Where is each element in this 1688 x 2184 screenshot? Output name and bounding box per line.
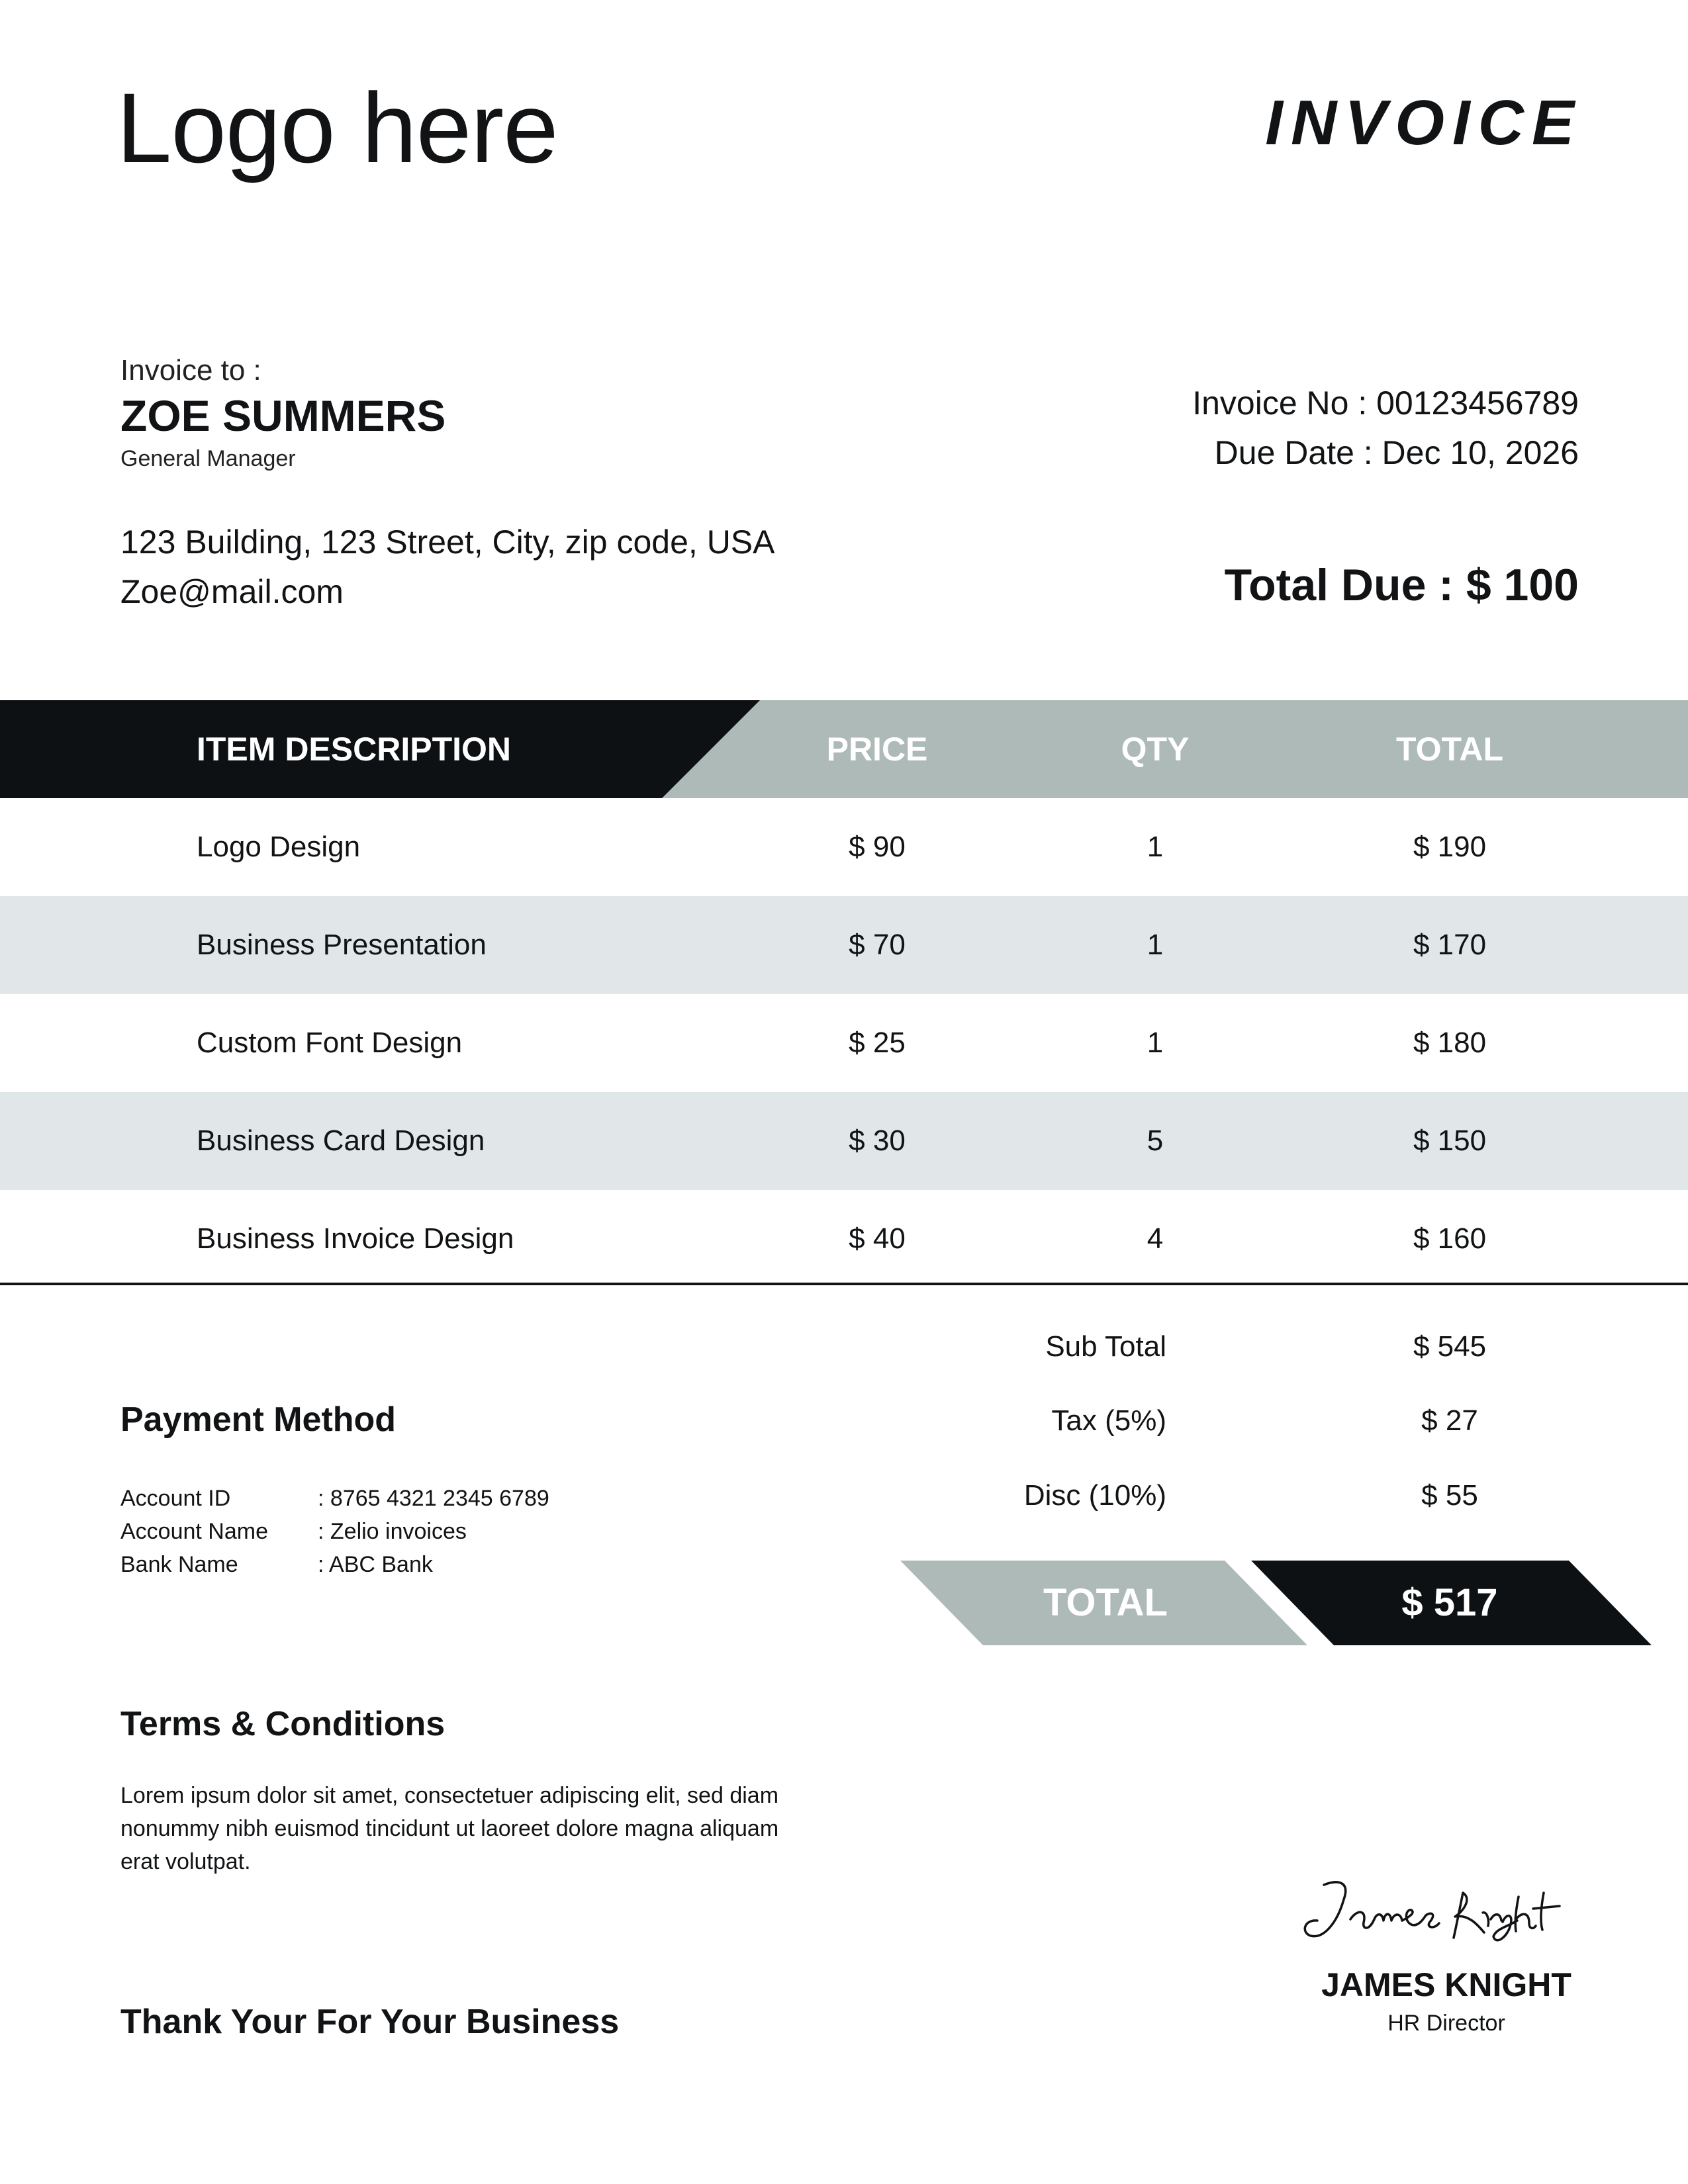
row-total: $ 150 — [1413, 1124, 1487, 1157]
tax-value: $ 27 — [1421, 1404, 1478, 1437]
invoice-number: Invoice No : 00123456789 — [1192, 385, 1579, 422]
client-role: General Manager — [120, 446, 296, 471]
signature-image — [1297, 1873, 1595, 1959]
total-due: Total Due : $ 100 — [1224, 560, 1579, 610]
table-row — [0, 896, 1688, 994]
logo-placeholder: Logo here — [117, 72, 558, 183]
row-qty: 4 — [1147, 1222, 1164, 1255]
due-date: Due Date : Dec 10, 2026 — [1214, 434, 1579, 471]
bank-name-value: : ABC Bank — [318, 1552, 433, 1577]
account-id-value: : 8765 4321 2345 6789 — [318, 1486, 549, 1511]
total-value: $ 517 — [1401, 1581, 1498, 1624]
table-row — [0, 798, 1688, 896]
terms-title: Terms & Conditions — [120, 1705, 445, 1743]
client-address: 123 Building, 123 Street, City, zip code, USA — [120, 523, 775, 561]
account-id-label: Account ID — [120, 1486, 231, 1511]
row-qty: 5 — [1147, 1124, 1164, 1157]
table-header — [0, 700, 1688, 798]
row-price: $ 40 — [849, 1222, 906, 1255]
row-description: Custom Font Design — [197, 1026, 463, 1059]
subtotal-label: Sub Total — [1045, 1330, 1166, 1363]
account-name-label: Account Name — [120, 1519, 268, 1544]
terms-text: Lorem ipsum dolor sit amet, consectetuer adipiscing elit, sed diam nonummy nibh euismod tincidunt ut laoreet dolore magna aliquam erat volutpat. — [120, 1783, 779, 1874]
account-name-value: : Zelio invoices — [318, 1519, 467, 1544]
tax-label: Tax (5%) — [1051, 1404, 1166, 1437]
header-qty: QTY — [1121, 731, 1190, 768]
row-total: $ 180 — [1413, 1026, 1487, 1059]
thank-you-note: Thank Your For Your Business — [120, 2003, 620, 2041]
row-total: $ 160 — [1413, 1222, 1487, 1255]
table-row — [0, 1190, 1688, 1288]
header-total: TOTAL — [1395, 731, 1503, 768]
row-qty: 1 — [1147, 929, 1164, 961]
row-description: Logo Design — [197, 831, 361, 863]
header-price: PRICE — [826, 731, 928, 768]
row-total: $ 170 — [1413, 929, 1487, 961]
header-item-description: ITEM DESCRIPTION — [197, 731, 512, 768]
row-total: $ 190 — [1413, 831, 1487, 863]
row-price: $ 30 — [849, 1124, 906, 1157]
table-row — [0, 994, 1688, 1092]
discount-label: Disc (10%) — [1023, 1479, 1166, 1512]
discount-value: $ 55 — [1421, 1479, 1478, 1512]
subtotal-value: $ 545 — [1413, 1330, 1487, 1363]
row-description: Business Presentation — [197, 929, 487, 961]
row-description: Business Invoice Design — [197, 1222, 514, 1255]
document-title: INVOICE — [1265, 87, 1582, 158]
row-qty: 1 — [1147, 831, 1164, 863]
row-price: $ 70 — [849, 929, 906, 961]
invoice-to-label: Invoice to : — [120, 354, 261, 387]
signatory-role: HR Director — [1387, 2011, 1505, 2036]
bank-name-label: Bank Name — [120, 1552, 238, 1577]
row-price: $ 90 — [849, 831, 906, 863]
row-qty: 1 — [1147, 1026, 1164, 1059]
total-label: TOTAL — [1043, 1581, 1168, 1624]
client-name: ZOE SUMMERS — [120, 391, 446, 440]
signatory-name: JAMES KNIGHT — [1321, 1966, 1571, 2003]
client-email: Zoe@mail.com — [120, 573, 344, 610]
row-price: $ 25 — [849, 1026, 906, 1059]
table-bottom-rule — [0, 1283, 1688, 1285]
table-row — [0, 1092, 1688, 1190]
payment-method-title: Payment Method — [120, 1400, 397, 1439]
row-description: Business Card Design — [197, 1124, 485, 1157]
